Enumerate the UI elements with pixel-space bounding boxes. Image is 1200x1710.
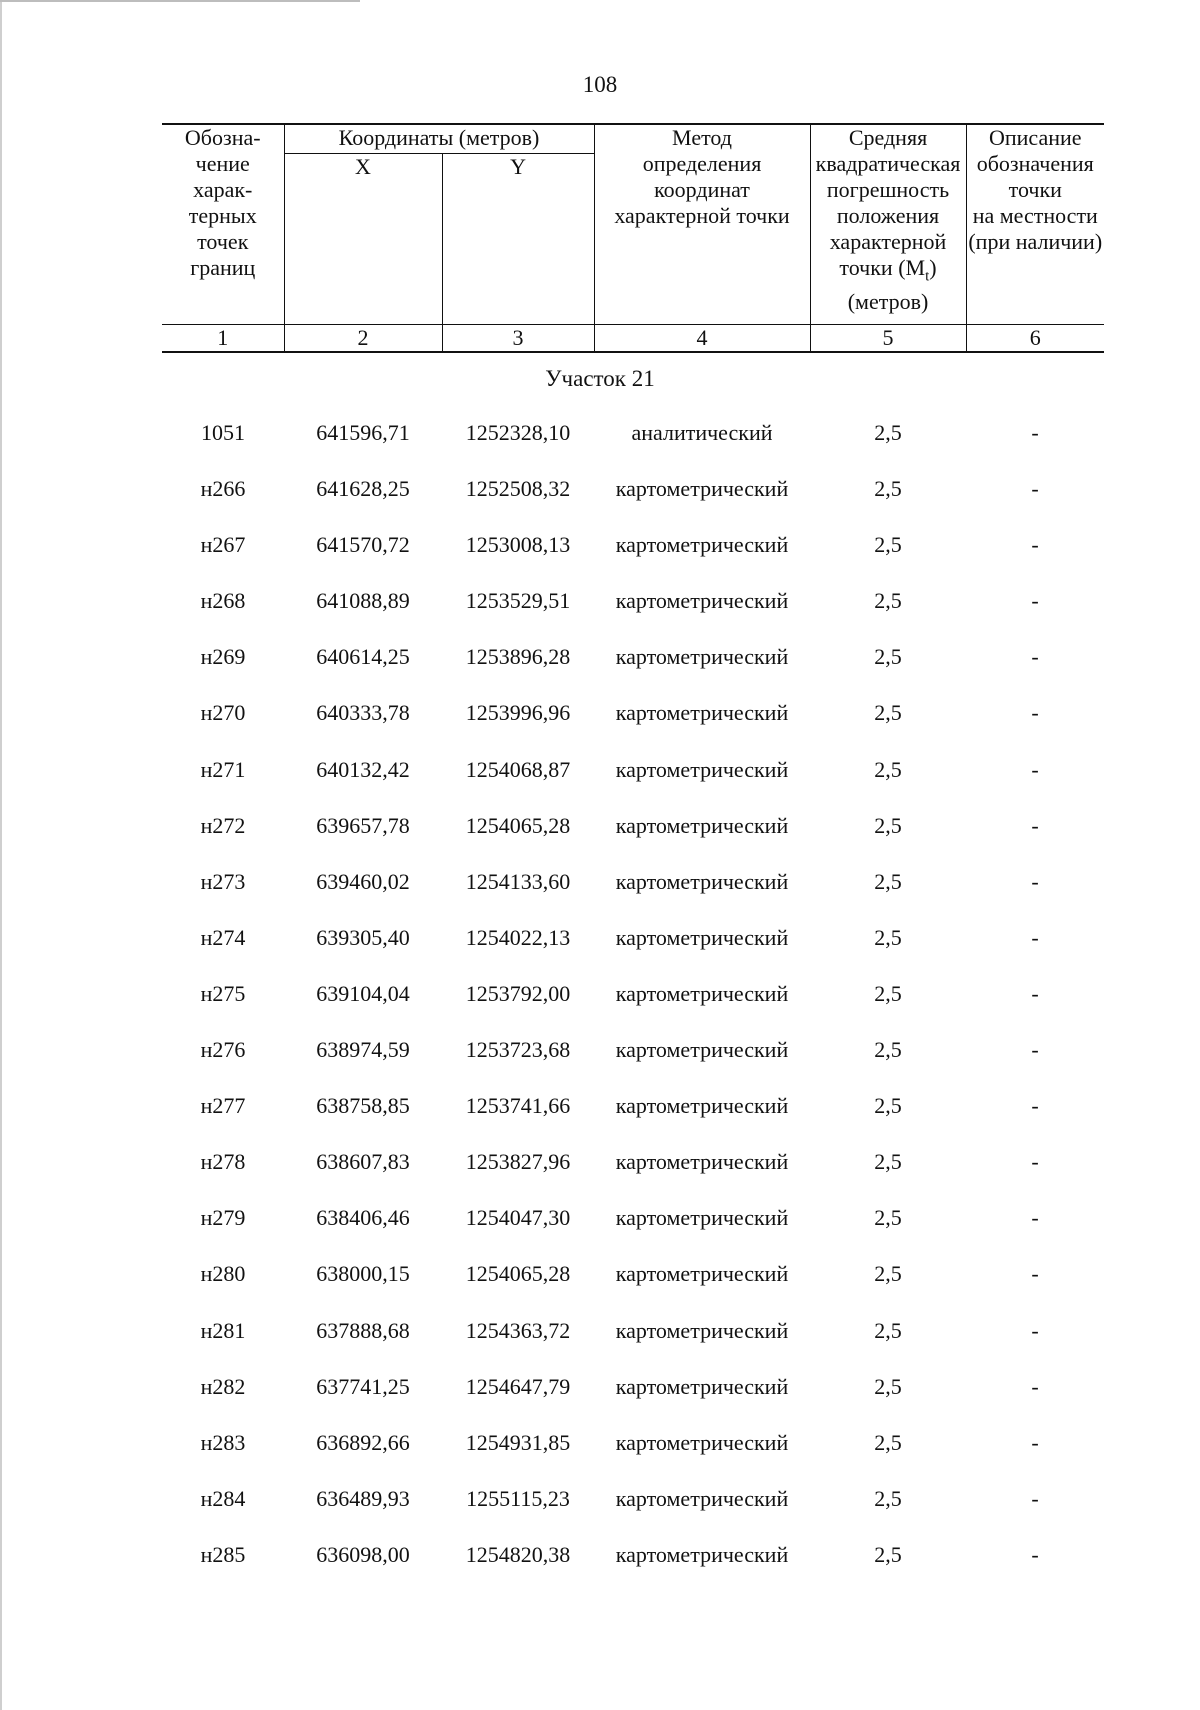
coord-x: 640132,42 [316,756,410,782]
coord-x: 641088,89 [316,588,410,614]
table-row [162,1416,1104,1472]
page-number: 108 [582,72,618,97]
error-value: 2,5 [874,868,902,894]
table-row [162,1079,1104,1135]
method: картометрический [615,756,789,782]
method: картометрический [615,812,789,838]
error-value: 2,5 [874,924,902,950]
table-row [162,911,1104,967]
page-edge-left [0,0,2,1710]
coord-y: 1253996,96 [465,700,571,726]
description: - [1031,420,1039,445]
error-value: 2,5 [874,756,902,782]
description: - [1031,1485,1039,1511]
coord-y: 1252508,32 [465,476,571,502]
method: картометрический [615,1261,789,1287]
description: - [1031,924,1039,950]
column-number: 4 [594,325,810,353]
table-row [162,574,1104,630]
column-number: 5 [810,325,966,353]
coord-x: 639104,04 [316,980,410,1006]
method: картометрический [615,1541,789,1567]
error-value: 2,5 [874,812,902,838]
coord-x: 640333,78 [316,700,410,726]
coord-y: 1254133,60 [465,868,571,894]
column-number: 3 [442,325,594,353]
coord-y: 1253529,51 [465,588,571,614]
coord-x: 636489,93 [316,1485,410,1511]
point-id: н269 [200,644,246,670]
method: картометрический [615,1205,789,1231]
point-id: н271 [200,756,246,782]
coord-x: 636892,66 [316,1429,410,1455]
coord-x: 639460,02 [316,868,410,894]
method: картометрический [615,1373,789,1399]
coord-y: 1254065,28 [465,1261,571,1287]
coord-x: 641570,72 [316,532,410,558]
table-row [162,518,1104,574]
error-value: 2,5 [874,1205,902,1231]
point-id: н285 [200,1541,246,1567]
coord-y: 1254363,72 [465,1317,571,1343]
header-coordinates: Координаты (метров) [284,124,594,154]
table-row [162,855,1104,911]
coord-y: 1254931,85 [465,1429,571,1455]
point-id: н283 [200,1429,246,1455]
coord-x: 638406,46 [316,1205,410,1231]
coord-y: 1253741,66 [465,1093,571,1119]
point-id: н281 [200,1317,246,1343]
error-value: 2,5 [874,1093,902,1119]
coord-y: 1253827,96 [465,1149,571,1175]
table-row [162,1135,1104,1191]
description: - [1031,868,1039,894]
coord-y: 1254065,28 [465,812,571,838]
method: картометрический [615,1485,789,1511]
column-number: 2 [284,325,442,353]
description: - [1031,1261,1039,1287]
error-value: 2,5 [874,1541,902,1567]
header-point-designation: Обозна- чение харак- терных точек границ [162,124,284,325]
table-row [162,1247,1104,1303]
coord-y: 1255115,23 [466,1485,570,1511]
coord-x: 639657,78 [316,812,410,838]
header-method: Метод определения координат характерной точки [594,124,810,325]
description: - [1031,756,1039,782]
method: картометрический [615,700,789,726]
header-mean-square-error: Средняя квадратическая погрешность положения характерной точки $(M_t)$ (метров) [810,124,966,325]
table-row [162,1304,1104,1360]
description: - [1031,1205,1039,1231]
description: - [1031,1541,1039,1567]
description: - [1031,532,1039,558]
coord-x: 638000,15 [316,1261,410,1287]
coord-y: 1254068,87 [465,756,571,782]
description: - [1031,812,1039,838]
coord-y: 1254022,13 [465,924,571,950]
data-rows [162,406,1104,1584]
point-id: н279 [200,1205,246,1231]
error-value: 2,5 [874,476,902,502]
point-id: н270 [200,700,246,726]
coord-y: 1253792,00 [465,980,571,1006]
coord-x: 637741,25 [316,1373,410,1399]
point-id: н280 [200,1261,246,1287]
method: картометрический [615,980,789,1006]
header-column-numbers [162,325,1104,353]
coord-y: 1252328,10 [465,420,571,445]
table-row [162,1528,1104,1584]
table-row [162,1360,1104,1416]
point-id: н268 [200,588,246,614]
error-value: 2,5 [874,532,902,558]
coord-y: 1253008,13 [465,532,571,558]
point-id: н282 [200,1373,246,1399]
table-row [162,1023,1104,1079]
table-header [162,123,1104,353]
coord-x: 638974,59 [316,1037,410,1063]
coord-x: 641596,71 [316,420,410,445]
table-row [162,462,1104,518]
coord-x: 638607,83 [316,1149,410,1175]
coord-x: 637888,68 [316,1317,410,1343]
point-id: н275 [200,980,246,1006]
description: - [1031,1373,1039,1399]
table-row [162,686,1104,742]
column-number: 6 [966,325,1104,353]
table-row [162,799,1104,855]
method: картометрический [615,1093,789,1119]
method: картометрический [615,1317,789,1343]
description: - [1031,1037,1039,1063]
point-id: н284 [200,1485,246,1511]
point-id: н278 [200,1149,246,1175]
coord-x: 640614,25 [316,644,410,670]
error-value: 2,5 [874,1429,902,1455]
coord-y: 1254047,30 [465,1205,571,1231]
table-row [162,967,1104,1023]
point-id: н267 [200,532,246,558]
page-edge-top [0,0,360,2]
point-id: н277 [200,1093,246,1119]
description: - [1031,476,1039,502]
error-value: 2,5 [874,1373,902,1399]
error-value: 2,5 [874,588,902,614]
method: картометрический [615,1429,789,1455]
error-value: 2,5 [874,420,902,445]
error-value: 2,5 [874,1485,902,1511]
coord-y: 1254820,38 [465,1541,571,1567]
table-row [162,743,1104,799]
coord-y: 1253896,28 [465,644,571,670]
error-value: 2,5 [874,980,902,1006]
point-id: н266 [200,476,246,502]
error-value: 2,5 [874,1317,902,1343]
description: - [1031,1317,1039,1343]
method: картометрический [615,924,789,950]
point-id: н276 [200,1037,246,1063]
table-row [162,630,1104,686]
method: аналитический [631,420,773,445]
method: картометрический [615,644,789,670]
error-value: 2,5 [874,700,902,726]
column-number: 1 [162,325,284,353]
method: картометрический [615,1149,789,1175]
table-row [162,1191,1104,1247]
coord-y: 1254647,79 [465,1373,571,1399]
coord-x: 636098,00 [316,1541,410,1567]
point-id: н272 [200,812,246,838]
coord-y: 1253723,68 [465,1037,571,1063]
coord-x: 638758,85 [316,1093,410,1119]
error-value: 2,5 [874,1261,902,1287]
description: - [1031,980,1039,1006]
method: картометрический [615,476,789,502]
method: картометрический [615,588,789,614]
error-value: 2,5 [874,644,902,670]
table-row [162,406,1104,462]
description: - [1031,644,1039,670]
error-value: 2,5 [874,1149,902,1175]
method: картометрический [615,532,789,558]
method: картометрический [615,868,789,894]
point-id: н274 [200,924,246,950]
point-id: н273 [200,868,246,894]
description: - [1031,588,1039,614]
description: - [1031,1429,1039,1455]
coord-x: 639305,40 [316,924,410,950]
method: картометрический [615,1037,789,1063]
description: - [1031,700,1039,726]
table-row [162,1472,1104,1528]
coord-x: 641628,25 [316,476,410,502]
header-description: Описание обозначения точки на местности (при наличии) [966,124,1104,325]
header-y: Y [442,154,594,325]
description: - [1031,1149,1039,1175]
section-title: Участок 21 [545,366,655,391]
header-x: X [284,154,442,325]
description: - [1031,1093,1039,1119]
error-value: 2,5 [874,1037,902,1063]
point-id: 1051 [201,420,245,445]
